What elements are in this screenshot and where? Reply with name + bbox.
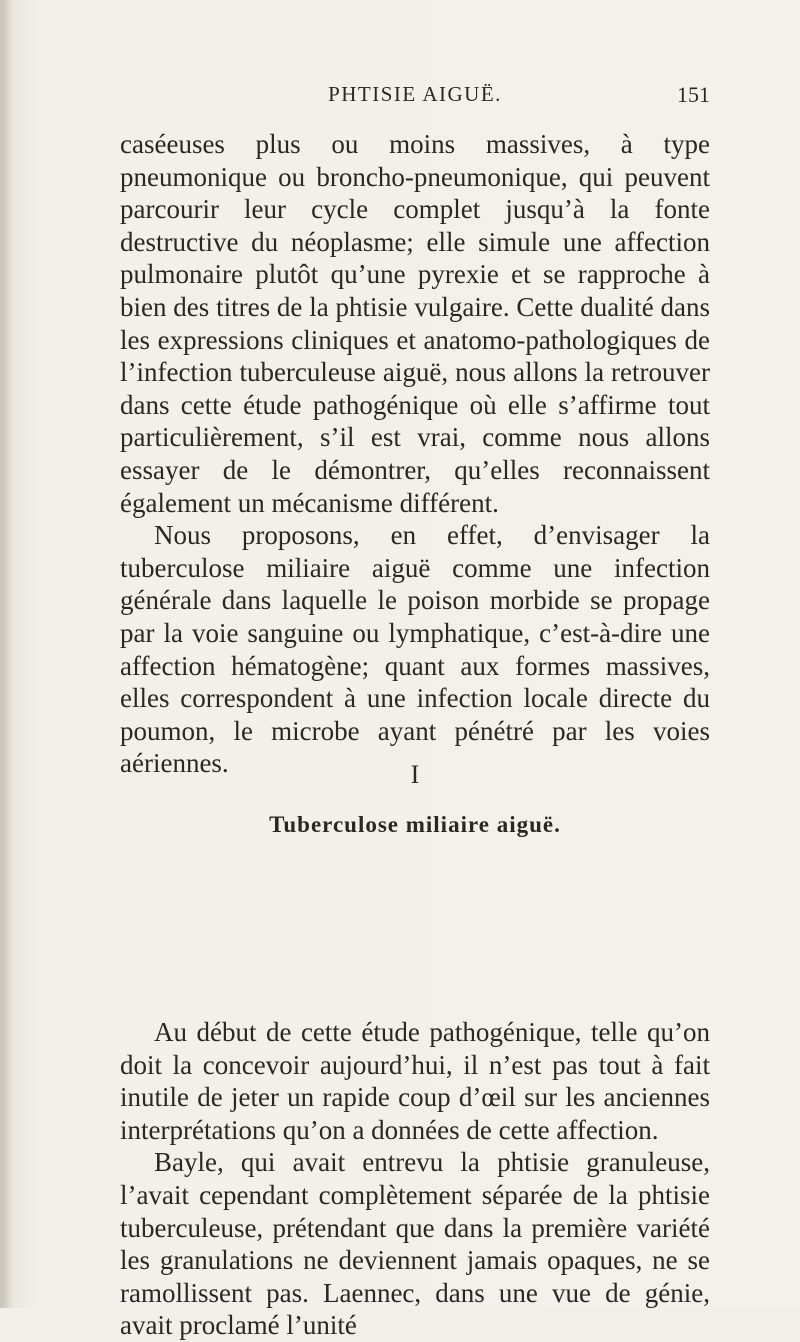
paragraph-3: Au début de cette étude pathogénique, telle qu’on doit la concevoir aujourd’hui, il n’est pas tout à fait inutile de jeter un rapide coup d’œil sur les anciennes interprétations qu’on a données de cette affection. xyxy=(120,1017,710,1145)
text-block-lower xyxy=(120,1016,710,1342)
section-title: Tuberculose miliaire aiguë. xyxy=(269,812,561,837)
paragraph-2: Nous proposons, en effet, d’envisager la tuberculose miliaire aiguë comme une infection générale dans laquelle le poison morbide se propage par la voie sanguine ou lymphatique, c’est-à-dire une affection hématogène; quant aux formes massives, elles correspondent à une infection locale directe du poumon, le microbe ayant pénétré par les voies aériennes. xyxy=(120,520,710,779)
section-numeral: I xyxy=(410,760,420,789)
text-block-upper xyxy=(120,128,710,780)
paragraph-1: caséeuses plus ou moins massives, à type pneumonique ou broncho-pneumonique, qui peuvent parcourir leur cycle complet jusqu’à la fonte destructive du néoplasme; elle simule une affection pulmonaire plutôt qu’une pyrexie et se rapproche à bien des titres de la phtisie vulgaire. Cette dualité dans les expressions cliniques et anatomo-pathologiques de l’infection tuberculeuse aiguë, nous allons la retrouver dans cette étude pathogénique où elle s’affirme tout particulièrement, s’il est vrai, comme nous allons essayer de le démontrer, qu’elles reconnaissent également un mécanisme différent. xyxy=(120,129,710,518)
page-number: 151 xyxy=(677,82,710,107)
paragraph-4: Bayle, qui avait entrevu la phtisie granuleuse, l’avait cependant complètement séparée de la phtisie tuberculeuse, prétendant que dans la première variété les granulations ne deviennent jamais opaques, ne se ramollissent pas. Laennec, dans une vue de génie, avait proclamé l’unité xyxy=(120,1147,710,1341)
gutter-shadow xyxy=(0,0,12,1308)
page-header xyxy=(120,78,710,114)
running-title: PHTISIE AIGUË. xyxy=(328,82,502,106)
